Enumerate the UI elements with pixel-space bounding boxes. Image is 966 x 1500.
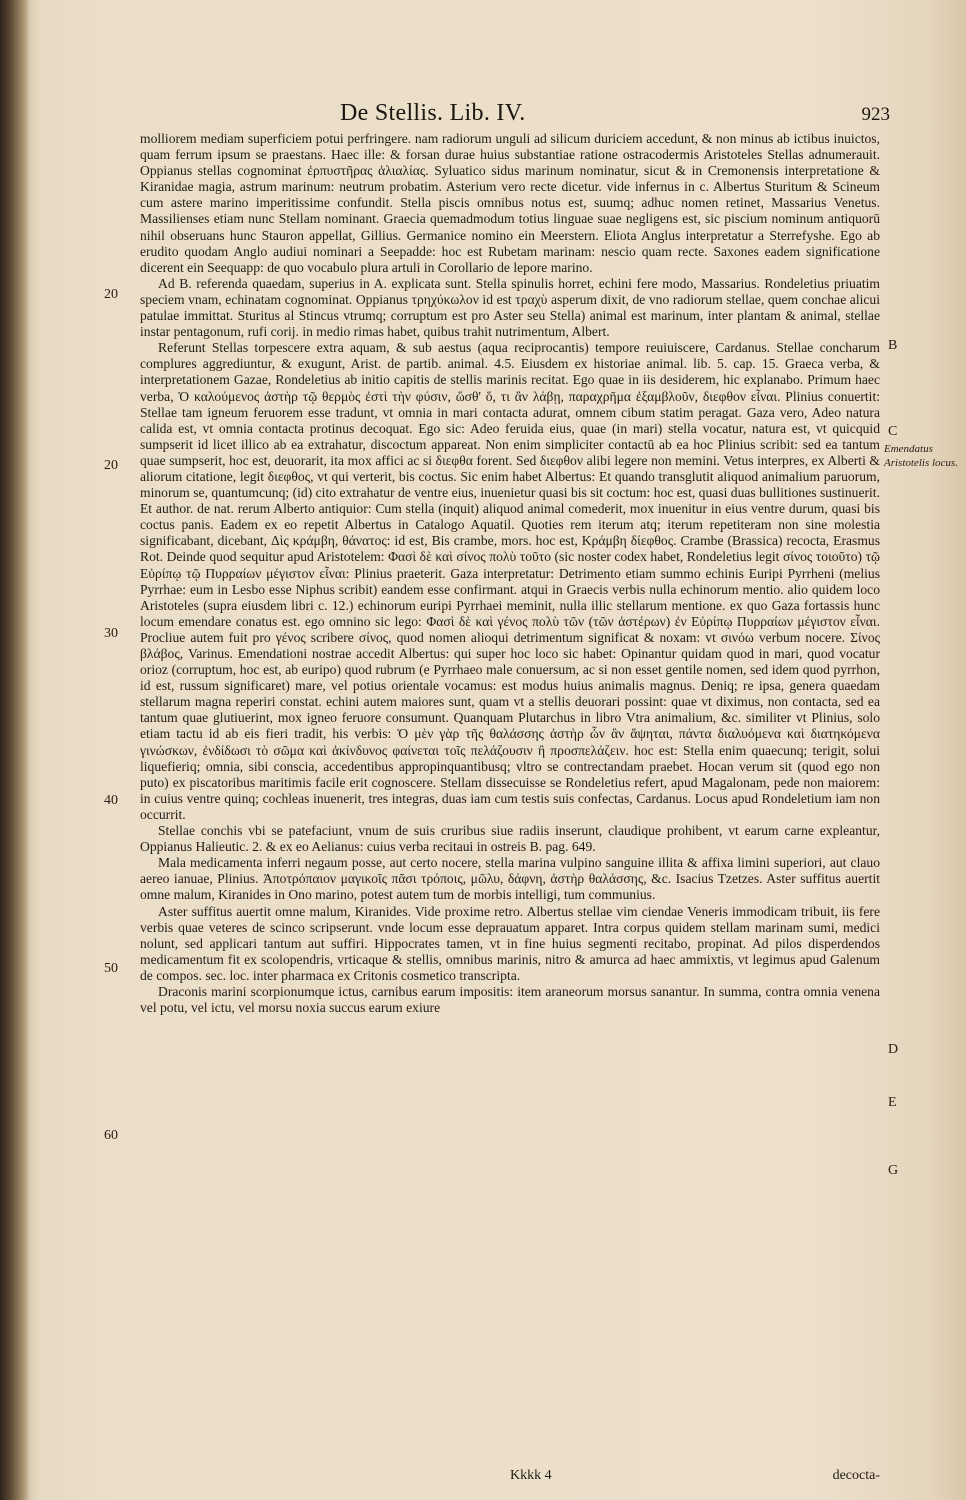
paragraph: Mala medicamenta inferri negaum posse, aut certo nocere, stella marina vulpino sanguine illita & affixa limini superiori, aut clauo aereo ianuae, Plinius. Ἀποτρόπαιον μαγικοῖς πᾶσι τρόποις, μῶλυ, δάφνη, ἀστὴρ θαλάσσης, &c. Isacius Tzetzes. Aster suffitus auertit omne malum, Kiranides in Ono marino, potest autem tum de morbis intelligi, tum communius. xyxy=(140,855,880,903)
paragraph: Draconis marini scorpionumque ictus, carnibus earum impositis: item araneorum morsus sanantur. In summa, contra omnia venena vel potu, vel ictu, vel morsu noxia succus earum exiure xyxy=(140,983,880,1016)
paragraph: Stellae conchis vbi se patefaciunt, vnum de suis cruribus siue radiis inserunt, claudique prohibent, vt earum carne expleantur, Oppianus Halieutic. 2. & ex eo Aelianus: cuius verba recitaui in ostreis B. pag. 649. xyxy=(140,823,880,855)
margin-letter: D xyxy=(888,1042,899,1057)
page-number: 923 xyxy=(861,104,890,125)
margin-letter: C xyxy=(888,424,898,439)
margin-note: Emendatus Aristotelis locus. xyxy=(884,443,958,469)
signature-mark: Kkkk 4 xyxy=(510,1468,552,1483)
binding-gutter xyxy=(0,0,30,1500)
line-number: 30 xyxy=(104,626,118,641)
paragraph: Aster suffitus auertit omne malum, Kiranides. Vide proxime retro. Albertus stellae vim ciendae Veneris immodicam tribuit, iis fere verbis quae veteres de scinco scripserunt. vnde locum esse deprauatum apparet. Intra corpus quidem stellam marinam sumi, medici nolunt, sed applicari tantum aut suffiri. Hippocrates tamen, vt in fine huius segmenti recitabo, propinat. Ad pilos disperdendos medicamentum fit ex scolopendris, vrticaque & stellis, omnibus marinis, nitro & amurca ad haec ammixtis, vt legimus apud Galenum de compos. sec. loc. inter pharmaca ex Critonis cosmetico transcripta. xyxy=(140,903,880,983)
line-number: 20 xyxy=(104,458,118,473)
margin-letter: E xyxy=(888,1095,897,1110)
paragraph: Ad B. referenda quaedam, superius in A. explicata sunt. Stella spinulis horret, echini fere modo, Massarius. Rondeletius priuatim speciem vnam, echinatam cognominat. Oppianus τρηχύκωλον id est τραχὺ asperum dixit, de vno radiorum stellae, quem conchae alicui patulae immittat. Sturitus al Stincus vtrumq; corruptum est pro Aster seu Stella) animal est marinum, inter plantam & animal, stellae instar pentagonum, rufi corij. in medio rimas habet, quibus trahit nutrimentum, Albert. xyxy=(140,275,880,340)
margin-letter: B xyxy=(888,338,898,353)
page-footer xyxy=(140,1468,880,1488)
line-number: 20 xyxy=(104,287,118,302)
line-number: 50 xyxy=(104,961,118,976)
line-number: 60 xyxy=(104,1128,118,1143)
margin-letter: G xyxy=(888,1163,899,1178)
running-title: De Stellis. Lib. IV. xyxy=(340,100,526,126)
catchword: decocta- xyxy=(832,1468,880,1483)
line-number: 40 xyxy=(104,793,118,808)
main-text xyxy=(140,131,880,1016)
page-header xyxy=(120,100,890,130)
paragraph: Referunt Stellas torpescere extra aquam, & sub aestus (aqua reciprocantis) tempore reuiuiscere, Cardanus. Stellae concharum complures aggrediuntur, & exugunt, Arist. de partib. animal. 4.5. Eiusdem ex historiae animal. lib. 5. cap. 15. Graeca verba, & interpretationem Gazae, Rondeletius ab initio capitis de stellis marinis recitat. Ego quae in iis desiderem, hic explanabo. Primum haec verba, Ὁ καλούμενος ἀστὴρ τῷ θερμὸς ἐστὶ τὴν φύσιν, ὥσθ' ὅ, τι ἂν λάβῃ, παραχρῆμα ἐξαμβλοῦν, διεφθον εἶναι. Plinius conuertit: Stellae tam igneum feruorem esse tradunt, vt omnia in mari contacta adurat, omnem cibum statim peragat. Gaza vero, Adeo natura calida est, vt omnia contacta protinus decoquat. Ego sic: Adeo feruida eius, quae (in mari) stella vocatur, natura est, vt quicquid sumpserit id licet illico ab ea extrahatur, discoctum appareat. Non enim simpliciter contactū ab ea hoc Plinius scribit: sed ea tantum quae sumpserit, hoc est, deuorarit, ita mox affici ac si διεφθα forent. Sed διεφθον alibi legere non memini. Vetus interpres, ex Alberti & aliorum citatione, legit διεφθος, vt qui verterit, bis coctus. Sic enim habet Albertus: Et quando transglutit aliquod animalium paruorum, minorum se, quantumcunq; (id) cito extrahatur de ventre eius, inuenietur quasi bis sit coctum: hoc est, quasi duas bullitiones sustinuerit. Et author. de nat. rerum Alberto antiquior: Cum stella (inquit) aliquod animal comederit, mox inuenitur in eius ventre durum, quasi bis coctus panis. Eadem ex eo repetit Albertus in Catalogo Aquatil. Quoties rem iterum atq; iterum repetiteram non sine molestia significabant, dicebant, Δὶς κράμβη, θάνατος: id est, Bis crambe, mors. hoc est, Κράμβη δίεφθος. Crambe (Brassica) recocta, Erasmus Rot. Deinde quod sequitur apud Aristotelem: Φασὶ δὲ καὶ σίνος πολὺ τοῦτο (sic noster codex habet, Rondeletius legit σίνος τοιοῦτο) τῷ Εὐρίπῳ τῷ Πυρραίων μέγιστον εἶναι: Plinius praeterit. Gaza interpretatur: Detrimento etiam summo echinis Euripi Pyrrhenі (melius Pyrrhae: eum in Lesbo esse Niphus scribit) eandem esse confirmant. atqui in Graecis verbis nulla echinorum mentio. alio quidem loco Aristoteles (supra eiusdem libri c. 12.) echinorum euripi Pyrrhaei meminit, nulla illic stellarum mentione. ex quo Gaza fortassis hunc locum emendare conatus est. ego omnino sic lego: Φασὶ δὲ καὶ γένος πολὺ τῶν (τῶν ἀστέρων) ἐν Εὐρίπῳ Πυρραίων μέγιστον εἶναι. Procliue autem fuit pro γένος scribere σίνος, quod nomen alioqui detrimentum significat & noxam: vt σινόω verbum nocere. Σίνος βλάβος, Varinus. Emendationi nostrae accedit Albertus: qui super hoc loco sic habet: Opinantur quidam quod in mari, quod vocatur orioz (corruptum, hoc est, ab euripo) quod rubrum (e Pyrrhaeo male conuersum, ac si non esset gentile nomen, sed idem quod pyrrhon, id est, russum significaret) mare, vel potius orientale vocamus: est modus huius animalis magnus. Deniq; re ipsa, genera quaedam stellarum magna reperiri constat. echini autem maiores sunt, quam vt a stellis deuorari possint: quae vt diximus, non contacta, sed ea tantum quae glutiuerint, mox igneo feruore consumunt. Quanquam Plutarchus in libro Vtra animalium, &c. similiter vt Plinius, solo etiam tactu id ab eis fieri tradit, his verbis: Ὁ μὲν γὰρ τῆς θαλάσσης ἀστὴρ ὧν ἂν ἅψηται, πάντα διαλυόμενα καὶ διατηκόμενα γινώσκων, ἐνδίδωσι τὸ σῶμα καὶ ἀκίνδυνος φαίνεται τοῖς πελάζουσιν ἢ προσπελάζειν. hoc est: Stella enim quaecunq; terigit, solui liquefieriq; omnia, sibi conscia, accedentibus appropinquantibusq; vltro se contrectandam praebet. Hocan verum sit (quod ego non puto) ex piscatoribus maritimis facile erit cognoscere. Stellam dissecuisse se Rondeletius refert, apud Magalonam, pede non maiorem: in cuius ventre quinq; cochleas inuenerit, tres integras, duas iam cum testis suis confectas, Cardanus. Locus apud Rondeletium iam non occurrit. xyxy=(140,340,880,822)
paragraph: molliorem mediam superficiem potui perfringere. nam radiorum unguli ad silicum duriciem accedunt, & non minus ab ictibus inuictos, quam ferrum ipsum se praestans. Haec ille: & forsan durae huius substantiae ratione ostracodermis Aristoteles Stellas adnumerauit. Oppianus stellas cognominat ἐρπυστῆρας ἁλιαλίας. Syluatico sidus marinum nominatur, sicut & in Cremonensis interpretatione & Kiranidae magia, astrum marinum: neutrum probatim. Asterium vero recte dicetur. vide infernus in c. Albertus Sturitum & Scineum cum astere marino imperitissime confundit. Stella piscis omnibus notus est, suumq; adhuc nomen retinet, Massarius Venetus. Massilienses etiam nunc Stellam nominant. Graecia quemadmodum totius linguae suae negligens est, sic piscium nominum antiquorū nihil obseruans hunc Stauron appellat, Gillius. Germanice nomino ein Meerstern. Eliota Anglus interpretatur a Sterrefyshe. Ego ab erudito quodam Anglo audiui nominari a Seepadde: hoc est Rubetam marinam: nescio quam recte. Saxones eadem significatione dicerent ein Seequapp: de quo vocabulo plura artuli in Corollario de lepore marino. xyxy=(140,131,880,275)
